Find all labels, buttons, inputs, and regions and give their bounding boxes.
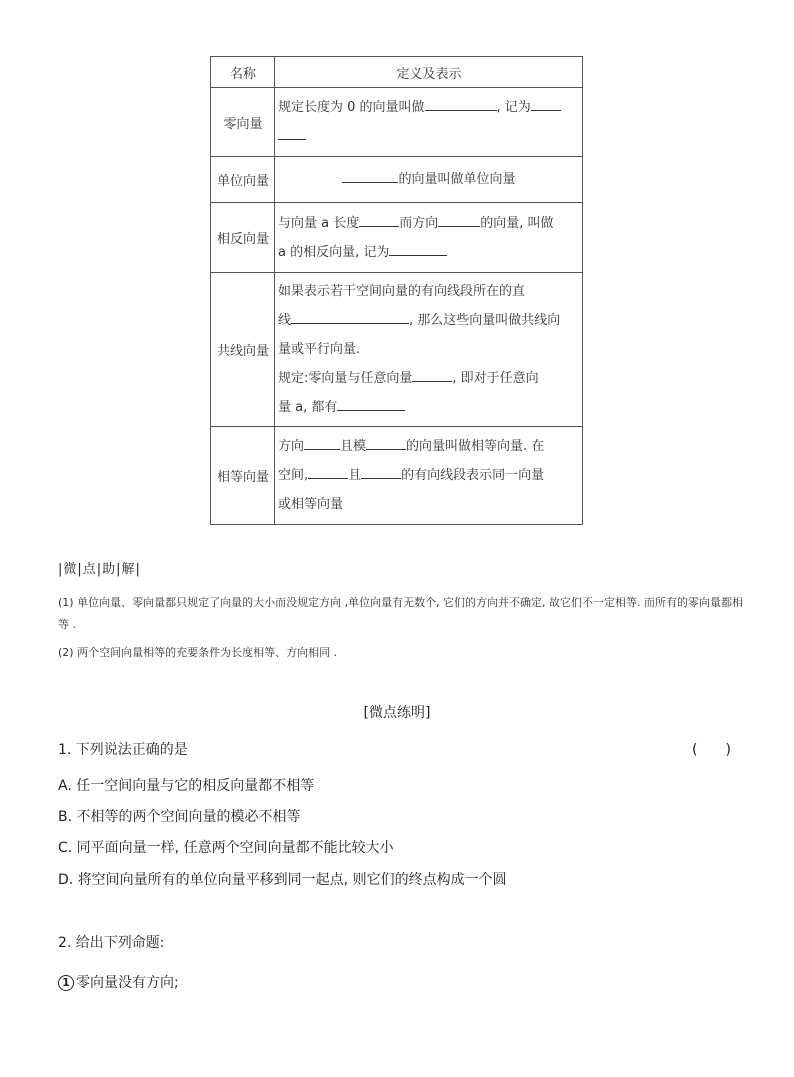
question-2-stem: 2. 给出下列命题: bbox=[58, 935, 165, 951]
row-name-collinear: 共线向量 bbox=[211, 273, 275, 427]
header-definition: 定义及表示 bbox=[275, 57, 583, 88]
def-text: 且模 bbox=[340, 439, 367, 454]
tips-title: |微|点|助|解| bbox=[58, 562, 141, 577]
question-1-stem: 1. 下列说法正确的是 bbox=[58, 742, 188, 758]
def-text: 方向 bbox=[278, 439, 305, 454]
practice-title: [微点练明] bbox=[363, 705, 431, 721]
row-def-opposite bbox=[275, 203, 583, 273]
row-name-opposite: 相反向量 bbox=[211, 203, 275, 273]
blank bbox=[412, 366, 452, 382]
row-def-unit bbox=[275, 157, 583, 203]
def-text: 的有向线段表示同一向量 bbox=[401, 468, 545, 483]
circled-number-1: 1 bbox=[58, 975, 74, 991]
def-text: 或相等向量 bbox=[278, 497, 344, 512]
blank bbox=[304, 434, 340, 450]
option-b: B. 不相等的两个空间向量的模必不相等 bbox=[58, 809, 301, 825]
blank bbox=[366, 434, 406, 450]
blank bbox=[438, 211, 480, 227]
def-text: 的向量叫做相等向量. 在 bbox=[406, 439, 545, 454]
answer-parentheses: ( ) bbox=[692, 742, 731, 758]
blank bbox=[531, 95, 561, 111]
vector-definitions-table bbox=[210, 56, 583, 525]
def-text: 线 bbox=[278, 313, 292, 328]
def-text: 的向量, 叫做 bbox=[480, 215, 554, 231]
def-text: 量 a, 都有 bbox=[278, 400, 338, 415]
blank bbox=[359, 211, 399, 227]
option-c: C. 同平面向量一样, 任意两个空间向量都不能比较大小 bbox=[58, 840, 394, 856]
def-text: , 那么这些向量叫做共线向 bbox=[409, 313, 561, 328]
blank bbox=[361, 463, 401, 479]
table-row bbox=[211, 88, 583, 157]
row-def-equal bbox=[275, 427, 583, 525]
def-text: 的向量叫做单位向量 bbox=[398, 172, 516, 187]
blank bbox=[389, 240, 447, 256]
option-d: D. 将空间向量所有的单位向量平移到同一起点, 则它们的终点构成一个圆 bbox=[58, 872, 507, 888]
def-text: , 记为 bbox=[496, 100, 531, 115]
def-text: 规定:零向量与任意向量 bbox=[278, 371, 413, 386]
option-a: A. 任一空间向量与它的相反向量都不相等 bbox=[58, 778, 315, 794]
def-text: 空间, bbox=[278, 468, 309, 483]
question-2-item-1 bbox=[58, 972, 179, 992]
item-text: 零向量没有方向; bbox=[76, 975, 179, 991]
blank bbox=[291, 308, 409, 324]
tip-note-2: (2) 两个空间向量相等的充要条件为长度相等、方向相同 . bbox=[58, 646, 338, 659]
blank bbox=[425, 95, 497, 111]
blank bbox=[308, 463, 348, 479]
def-text: 且 bbox=[348, 468, 362, 483]
blank bbox=[342, 167, 398, 183]
row-name-zero: 零向量 bbox=[211, 88, 275, 157]
def-text: 规定长度为 0 的向量叫做 bbox=[278, 100, 425, 115]
row-def-collinear bbox=[275, 273, 583, 427]
table-row bbox=[211, 157, 583, 203]
blank bbox=[278, 124, 306, 140]
table-header-row bbox=[211, 57, 583, 88]
header-name: 名称 bbox=[211, 57, 275, 88]
blank bbox=[337, 395, 405, 411]
tip-note-1: (1) 单位向量、零向量都只规定了向量的大小而没规定方向 ,单位向量有无数个, 它们的方向并不确定, 故它们不一定相等. 而所有的零向量都相等 . bbox=[58, 596, 744, 631]
def-text: a 的相反向量, 记为 bbox=[278, 244, 390, 260]
def-text: 量或平行向量. bbox=[278, 342, 361, 357]
row-name-equal: 相等向量 bbox=[211, 427, 275, 525]
def-text: 而方向 bbox=[399, 215, 439, 231]
table-row bbox=[211, 427, 583, 525]
def-text: 如果表示若干空间向量的有向线段所在的直 bbox=[278, 284, 526, 299]
def-text: 与向量 a 长度 bbox=[278, 215, 360, 231]
def-text: , 即对于任意向 bbox=[452, 371, 539, 386]
row-def-zero bbox=[275, 88, 583, 157]
row-name-unit: 单位向量 bbox=[211, 157, 275, 203]
table-row bbox=[211, 273, 583, 427]
table-row bbox=[211, 203, 583, 273]
